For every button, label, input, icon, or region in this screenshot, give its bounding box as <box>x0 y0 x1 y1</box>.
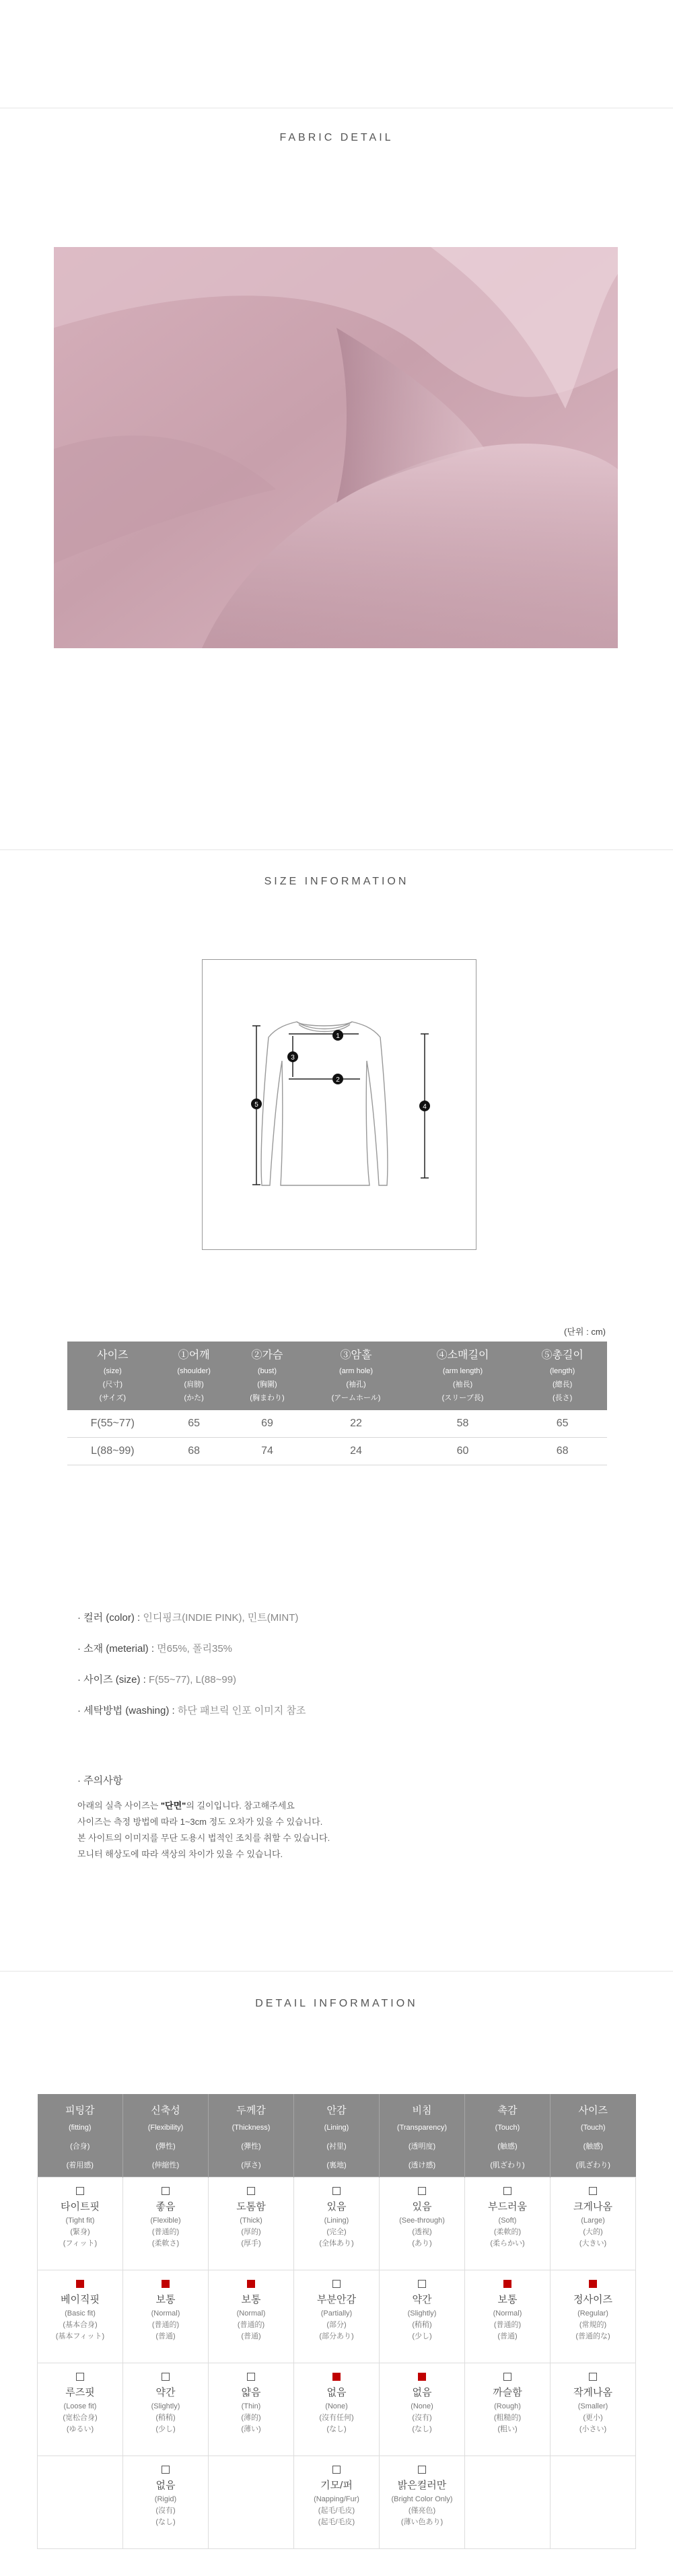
detail-option-sublabel: (普通的) <box>237 2321 265 2329</box>
table-cell: 60 <box>408 1438 518 1465</box>
detail-option-label: 있음 <box>326 2201 347 2213</box>
detail-option-label: 없음 <box>155 2480 176 2491</box>
detail-option-sublabel: (普通的) <box>151 2228 180 2236</box>
size-table <box>67 1342 607 1465</box>
detail-option-sublabel: (普通) <box>241 2332 261 2340</box>
detail-option-sublabel: (厚手) <box>241 2239 261 2248</box>
detail-header-cell: 촉감 (Touch) (触感) (肌ざわり) <box>465 2094 551 2178</box>
detail-option-sublabel: (透视) <box>412 2228 432 2236</box>
detail-table-header <box>38 2094 636 2178</box>
detail-cell <box>38 2363 123 2456</box>
unchecked-box-icon <box>162 2187 170 2195</box>
detail-option-sublabel: (粗糙的) <box>493 2414 522 2422</box>
spec-washing: · 세탁방법 (washing) : 하단 패브릭 인포 이미지 참조 <box>77 1705 306 1716</box>
checked-box-icon <box>162 2280 170 2288</box>
detail-option-sublabel: (大的) <box>583 2228 603 2236</box>
detail-option-sublabel: (大きい) <box>579 2239 607 2248</box>
detail-option-sublabel: (Normal) <box>151 2309 180 2318</box>
detail-header-cell: 비침 (Transparency) (透明度) (透け感) <box>380 2094 465 2178</box>
detail-cell <box>294 2363 380 2456</box>
detail-option-sublabel: (粗い) <box>497 2425 518 2433</box>
detail-option-sublabel: (Flexible) <box>150 2217 181 2225</box>
detail-cell <box>551 2178 636 2270</box>
detail-option-sublabel: (普通) <box>497 2332 518 2340</box>
detail-cell <box>38 2270 123 2363</box>
detail-cell <box>380 2363 465 2456</box>
detail-option-sublabel: (Napping/Fur) <box>314 2495 359 2503</box>
detail-option-sublabel: (Lining) <box>324 2217 349 2225</box>
detail-option-sublabel: (Basic fit) <box>65 2309 96 2318</box>
detail-option-sublabel: (厚的) <box>241 2228 261 2236</box>
detail-option-label: 보통 <box>241 2294 261 2305</box>
checked-box-icon <box>332 2373 341 2381</box>
detail-cell <box>465 2456 551 2549</box>
detail-cell <box>551 2363 636 2456</box>
notice-line: 사이즈는 측정 방법에 따라 1~3cm 정도 오차가 있을 수 있습니다. <box>77 1817 323 1827</box>
notice <box>77 1773 330 1863</box>
detail-option-sublabel: (ゆるい) <box>66 2425 94 2433</box>
diagram-markers <box>251 1030 430 1111</box>
size-header-cell: ④소매길이 (arm length) (袖長) (スリーブ長) <box>408 1342 518 1410</box>
table-cell: 65 <box>158 1410 230 1438</box>
detail-option-sublabel: (See-through) <box>399 2217 445 2225</box>
unchecked-box-icon <box>503 2373 511 2381</box>
spec-material: · 소재 (meterial) : 면65%, 폴리35% <box>77 1643 233 1655</box>
detail-option-sublabel: (Slightly) <box>407 2309 437 2318</box>
detail-cell <box>123 2270 209 2363</box>
notice-line: 본 사이트의 이미지를 무단 도용시 법적인 조치를 취할 수 있습니다. <box>77 1833 330 1843</box>
detail-option-sublabel: (Bright Color Only) <box>391 2495 453 2503</box>
table-cell: L(88~99) <box>67 1438 158 1465</box>
detail-option-sublabel: (完全) <box>326 2228 347 2236</box>
detail-option-sublabel: (なし) <box>155 2518 176 2526</box>
detail-header-cell: 피팅감 (fitting) (合身) (着用感) <box>38 2094 123 2178</box>
detail-option-sublabel: (Normal) <box>236 2309 266 2318</box>
detail-cell <box>209 2178 294 2270</box>
detail-option-sublabel: (小さい) <box>579 2425 607 2433</box>
detail-option-label: 보통 <box>155 2294 176 2305</box>
detail-option-sublabel: (宽松合身) <box>63 2414 98 2422</box>
detail-cell <box>465 2178 551 2270</box>
spec-size: · 사이즈 (size) : F(55~77), L(88~99) <box>77 1674 237 1685</box>
detail-option-sublabel: (普通的) <box>493 2321 522 2329</box>
detail-cell <box>209 2363 294 2456</box>
detail-option-label: 좋음 <box>155 2201 176 2213</box>
table-cell: 58 <box>408 1410 518 1438</box>
unchecked-box-icon <box>332 2187 341 2195</box>
fabric-divider <box>0 849 673 850</box>
detail-cell <box>38 2178 123 2270</box>
notice-line: 모니터 해상도에 따라 색상의 차이가 있을 수 있습니다. <box>77 1849 283 1859</box>
detail-option-label: 작게나옴 <box>573 2387 612 2398</box>
detail-option-sublabel: (緊身) <box>70 2228 90 2236</box>
detail-cell <box>209 2456 294 2549</box>
detail-option-sublabel: (柔軟さ) <box>151 2239 180 2248</box>
detail-option-sublabel: (稍稍) <box>412 2321 432 2329</box>
detail-option-sublabel: (あり) <box>412 2239 432 2248</box>
detail-cell <box>551 2456 636 2549</box>
detail-option-sublabel: (Rough) <box>494 2402 521 2410</box>
detail-option-label: 없음 <box>412 2387 432 2398</box>
detail-option-label: 있음 <box>412 2201 432 2213</box>
detail-option-label: 부드러움 <box>488 2201 527 2213</box>
detail-option-sublabel: (基本フィット) <box>55 2332 105 2340</box>
size-header-cell: ⑤총길이 (length) (總長) (長さ) <box>518 1342 607 1410</box>
detail-table <box>37 2094 636 2549</box>
unchecked-box-icon <box>418 2280 426 2288</box>
detail-option-label: 밝은컬러만 <box>397 2480 447 2491</box>
detail-option-sublabel: (少し) <box>412 2332 432 2340</box>
detail-option-sublabel: (薄い色あり) <box>400 2518 444 2526</box>
detail-option-sublabel: (柔らかい) <box>490 2239 525 2248</box>
detail-cell <box>294 2456 380 2549</box>
product-specs <box>77 1609 306 1733</box>
detail-option-sublabel: (Thick) <box>240 2217 262 2225</box>
unchecked-box-icon <box>503 2187 511 2195</box>
detail-option-sublabel: (稍稍) <box>155 2414 176 2422</box>
table-cell: 22 <box>304 1410 407 1438</box>
detail-option-sublabel: (Regular) <box>577 2309 608 2318</box>
detail-option-sublabel: (薄的) <box>241 2414 261 2422</box>
detail-option-sublabel: (薄い) <box>241 2425 261 2433</box>
notice-title: · 주의사항 <box>77 1775 123 1786</box>
table-row <box>67 1410 607 1438</box>
size-header-cell: ①어깨 (shoulder) (肩膀) (かた) <box>158 1342 230 1410</box>
table-cell: 24 <box>304 1438 407 1465</box>
unit-label: (단위 : cm) <box>564 1327 606 1337</box>
detail-option-label: 정사이즈 <box>573 2294 612 2305</box>
detail-option-label: 없음 <box>326 2387 347 2398</box>
detail-option-sublabel: (常規的) <box>579 2321 607 2329</box>
detail-option-sublabel: (フィット) <box>63 2239 98 2248</box>
detail-header-cell: 두께감 (Thickness) (彈性) (厚さ) <box>209 2094 294 2178</box>
detail-option-label: 약간 <box>155 2387 176 2398</box>
unchecked-box-icon <box>589 2187 597 2195</box>
table-row <box>67 1438 607 1465</box>
detail-option-sublabel: (なし) <box>326 2425 347 2433</box>
unchecked-box-icon <box>418 2187 426 2195</box>
marker-1: 1 <box>336 1033 340 1040</box>
size-header-cell: 사이즈 (size) (尺寸) (サイズ) <box>67 1342 158 1410</box>
detail-option-label: 도톰함 <box>236 2201 266 2213</box>
detail-option-sublabel: (全体あり) <box>319 2239 354 2248</box>
detail-option-sublabel: (部分) <box>326 2321 347 2329</box>
size-header-cell: ②가슴 (bust) (胸圍) (胸まわり) <box>230 1342 305 1410</box>
fabric-photo <box>54 247 618 648</box>
detail-cell <box>209 2270 294 2363</box>
unchecked-box-icon <box>76 2373 84 2381</box>
table-cell: 68 <box>518 1438 607 1465</box>
detail-option-sublabel: (沒有任何) <box>319 2414 354 2422</box>
unchecked-box-icon <box>332 2466 341 2474</box>
detail-cell <box>123 2456 209 2549</box>
table-cell: 65 <box>518 1410 607 1438</box>
detail-option-sublabel: (Rigid) <box>154 2495 177 2503</box>
size-divider <box>0 1971 673 1972</box>
detail-option-sublabel: (更小) <box>583 2414 603 2422</box>
detail-option-sublabel: (Slightly) <box>151 2402 180 2410</box>
table-cell: 68 <box>158 1438 230 1465</box>
unchecked-box-icon <box>76 2187 84 2195</box>
checked-box-icon <box>247 2280 255 2288</box>
table-cell: 74 <box>230 1438 305 1465</box>
detail-option-label: 베이직핏 <box>61 2294 100 2305</box>
detail-option-sublabel: (なし) <box>412 2425 432 2433</box>
detail-option-sublabel: (None) <box>411 2402 433 2410</box>
detail-information-title: DETAIL INFORMATION <box>255 1998 418 2009</box>
detail-option-label: 크게나옴 <box>573 2201 612 2213</box>
detail-option-label: 타이트핏 <box>61 2201 100 2213</box>
detail-header-cell: 사이즈 (Touch) (触感) (肌ざわり) <box>551 2094 636 2178</box>
detail-header-cell: 신축성 (Flexibility) (彈性) (伸縮性) <box>123 2094 209 2178</box>
detail-option-label: 까슬함 <box>493 2387 522 2398</box>
unchecked-box-icon <box>332 2280 341 2288</box>
table-row <box>38 2456 636 2549</box>
detail-option-sublabel: (起毛/毛皮) <box>318 2507 355 2515</box>
detail-option-sublabel: (部分あり) <box>319 2332 354 2340</box>
checked-box-icon <box>76 2280 84 2288</box>
notice-line: 아래의 실측 사이즈는 "단면"의 길이입니다. 참고해주세요 <box>77 1801 295 1811</box>
detail-option-sublabel: (None) <box>325 2402 348 2410</box>
table-row <box>38 2363 636 2456</box>
checked-box-icon <box>589 2280 597 2288</box>
checked-box-icon <box>418 2373 426 2381</box>
detail-option-label: 루즈핏 <box>65 2387 95 2398</box>
detail-option-sublabel: (柔軟的) <box>493 2228 522 2236</box>
table-row <box>38 2178 636 2270</box>
detail-option-sublabel: (Loose fit) <box>63 2402 97 2410</box>
detail-option-sublabel: (普通的な) <box>575 2332 610 2340</box>
detail-option-label: 보통 <box>497 2294 518 2305</box>
detail-option-sublabel: (基本合身) <box>63 2321 98 2329</box>
detail-cell <box>123 2363 209 2456</box>
detail-cell <box>123 2178 209 2270</box>
size-header-cell: ③암홀 (arm hole) (袖孔) (アームホール) <box>304 1342 407 1410</box>
detail-cell <box>380 2270 465 2363</box>
detail-option-sublabel: (沒有) <box>412 2414 432 2422</box>
unchecked-box-icon <box>589 2373 597 2381</box>
detail-option-sublabel: (少し) <box>155 2425 176 2433</box>
unchecked-box-icon <box>162 2373 170 2381</box>
checked-box-icon <box>503 2280 511 2288</box>
marker-5: 5 <box>254 1101 258 1109</box>
detail-cell <box>380 2456 465 2549</box>
unchecked-box-icon <box>247 2187 255 2195</box>
detail-option-sublabel: (Smaller) <box>577 2402 608 2410</box>
detail-option-sublabel: (Soft) <box>498 2217 517 2225</box>
detail-option-label: 부분안감 <box>317 2294 356 2305</box>
detail-header-cell: 안감 (Lining) (衬里) (裏地) <box>294 2094 380 2178</box>
detail-cell <box>551 2270 636 2363</box>
detail-cell <box>465 2270 551 2363</box>
detail-option-sublabel: (僅亮色) <box>408 2507 436 2515</box>
table-row <box>38 2270 636 2363</box>
detail-option-sublabel: (Partially) <box>320 2309 353 2318</box>
detail-cell <box>465 2363 551 2456</box>
size-information-title: SIZE INFORMATION <box>264 876 409 887</box>
detail-option-sublabel: (Thin) <box>241 2402 261 2410</box>
detail-cell <box>294 2270 380 2363</box>
marker-2: 2 <box>336 1076 340 1084</box>
detail-option-sublabel: (Normal) <box>493 2309 522 2318</box>
unchecked-box-icon <box>162 2466 170 2474</box>
detail-cell <box>380 2178 465 2270</box>
detail-cell <box>294 2178 380 2270</box>
detail-option-label: 얇음 <box>241 2387 261 2398</box>
detail-option-sublabel: (沒有) <box>155 2507 176 2515</box>
marker-3: 3 <box>291 1054 295 1061</box>
unchecked-box-icon <box>418 2466 426 2474</box>
detail-option-sublabel: (起毛/毛皮) <box>318 2518 355 2526</box>
unchecked-box-icon <box>247 2373 255 2381</box>
spec-color: · 컬러 (color) : 인디핑크(INDIE PINK), 민트(MINT) <box>77 1612 299 1624</box>
marker-4: 4 <box>423 1103 427 1111</box>
detail-option-label: 기모/퍼 <box>320 2480 353 2491</box>
table-cell: F(55~77) <box>67 1410 158 1438</box>
detail-option-label: 약간 <box>412 2294 432 2305</box>
detail-option-sublabel: (Large) <box>581 2217 605 2225</box>
size-diagram <box>202 959 476 1250</box>
size-table-header <box>67 1342 607 1410</box>
detail-option-sublabel: (Tight fit) <box>65 2217 95 2225</box>
detail-cell <box>38 2456 123 2549</box>
fabric-detail-title: FABRIC DETAIL <box>279 132 394 143</box>
table-cell: 69 <box>230 1410 305 1438</box>
detail-option-sublabel: (普通的) <box>151 2321 180 2329</box>
detail-option-sublabel: (普通) <box>155 2332 176 2340</box>
